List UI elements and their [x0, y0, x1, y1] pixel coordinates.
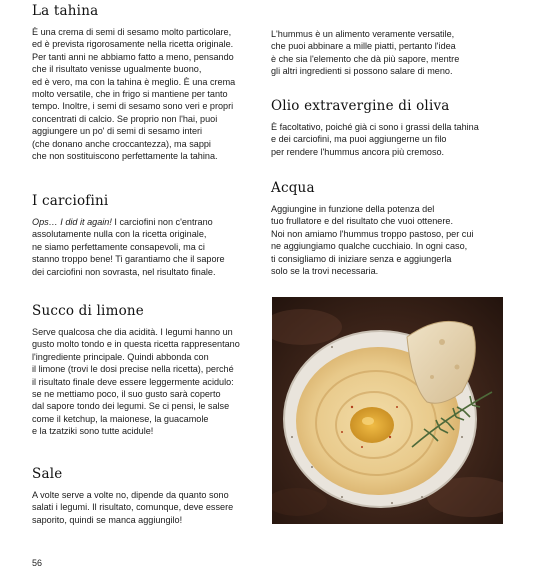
section-acqua [271, 180, 503, 277]
text-line: per rendere l'hummus ancora più cremoso. [271, 146, 445, 157]
text-line: gusto molto tondo e in questa ricetta rappresentano [32, 339, 240, 350]
text-line: il limone (trovi le dosi precise nella ricetta), perché [32, 364, 234, 375]
section-title: Sale [32, 466, 63, 482]
italic-lead: Ops… I did it again! [32, 217, 112, 227]
section-body [271, 203, 503, 277]
text-line: concentrati di calcio. Se proprio non l'hai, puoi [32, 113, 218, 124]
text-line [32, 216, 258, 228]
text-line: solo se la trovi necessaria. [271, 266, 379, 277]
text-line: molto versatile, che in frigo si mantiene per tanto [32, 89, 228, 100]
section-body [32, 489, 258, 526]
text-line: se ne mettiamo poco, il suo gusto sarà coperto [32, 389, 221, 400]
text-line: ti consigliamo di iniziare senza e aggiungerla [271, 253, 452, 264]
intro-paragraph [271, 28, 503, 78]
section-title: Acqua [271, 180, 315, 196]
text-line: Serve qualcosa che dia acidità. I legumi hanno un [32, 327, 233, 337]
text-line: ed è prevista rigorosamente nella ricetta originale. [32, 39, 234, 50]
section-olio [271, 98, 503, 158]
text-line: è che sia l'elemento che dà più sapore, mentre [271, 53, 460, 64]
text-line: È facoltativo, poiché già ci sono i grassi della tahina [271, 122, 479, 132]
text-line: come il ketchup, la maionese, la guacamole [32, 413, 209, 424]
section-body [271, 121, 503, 158]
text-line: che puoi abbinare a mille piatti, pertanto l'idea [271, 41, 456, 52]
text-line: tuo frullatore e del risultato che vuoi ottenere. [271, 216, 453, 227]
section-succo-limone [32, 303, 258, 438]
text-line: (che donano anche croccantezza), ma sappi [32, 138, 211, 149]
section-title: La tahina [32, 3, 99, 19]
text-line: saporito, quindi se manca aggiungilo! [32, 514, 183, 525]
text-line: assolutamente nulla con la ricetta originale, [32, 229, 207, 240]
section-carciofini [32, 193, 258, 278]
text-line: ne siamo perfettamente consapevoli, ma ci [32, 241, 205, 252]
text-line: stanno troppo bene! Ti garantiamo che il sapore [32, 254, 225, 265]
section-body [32, 326, 258, 438]
text-line: che il risultato venisse ugualmente buono, [32, 64, 202, 75]
text-line: gli altri ingredienti si possono salare di meno. [271, 66, 453, 77]
oil-highlight [362, 417, 374, 425]
page-number: 56 [32, 558, 43, 568]
text-line: ed è vero, ma con la tahina è meglio. È una crema [32, 76, 236, 87]
olive-oil-pool [350, 407, 394, 443]
section-tahina [32, 3, 258, 162]
text-line: l'ingrediente principale. Quindi abbonda con [32, 351, 209, 362]
text-line: L'hummus è un alimento veramente versatile, [271, 29, 455, 39]
text-line: Per tanti anni ne abbiamo fatto a meno, pensando [32, 51, 234, 62]
hummus-bowl-photo [272, 297, 503, 524]
section-title: Succo di limone [32, 303, 144, 319]
photo-illustration [272, 297, 503, 524]
text-line: È una crema di semi di sesamo molto particolare, [32, 27, 232, 37]
section-title: Olio extravergine di oliva [271, 98, 450, 114]
text-line: Noi non amiamo l'hummus troppo pastoso, per cui [271, 228, 474, 239]
text-fragment: I carciofini non c'entrano [111, 217, 213, 227]
text-line: il risultato finale deve essere leggermente acidulo: [32, 376, 234, 387]
text-line: ne aggiungiamo qualche cucchiaio. In ogni caso, [271, 241, 468, 252]
text-line: A volte serve a volte no, dipende da quanto sono [32, 490, 229, 500]
section-body [32, 216, 258, 278]
text-line: dei carciofini non sovrasta, nel risultato finale. [32, 266, 216, 277]
text-line: e la tzatziki sono tutte acidule! [32, 426, 154, 437]
section-sale [32, 466, 258, 526]
section-body [32, 26, 258, 162]
text-line: Aggiungine in funzione della potenza del [271, 204, 435, 214]
text-line: e dei carciofini, ma puoi aggiungerne un filo [271, 134, 447, 145]
text-line: tempo. Inoltre, i semi di sesamo sono veri e propri [32, 101, 234, 112]
text-line: dal sapore tondo dei legumi. Se ci pensi, le salse [32, 401, 230, 412]
text-line: aggiungere un po' di semi di sesamo interi [32, 126, 203, 137]
section-title: I carciofini [32, 193, 109, 209]
text-line: che non sostituiscono perfettamente la tahina. [32, 151, 218, 162]
text-line: salati i legumi. Il risultato, comunque, deve essere [32, 502, 234, 513]
